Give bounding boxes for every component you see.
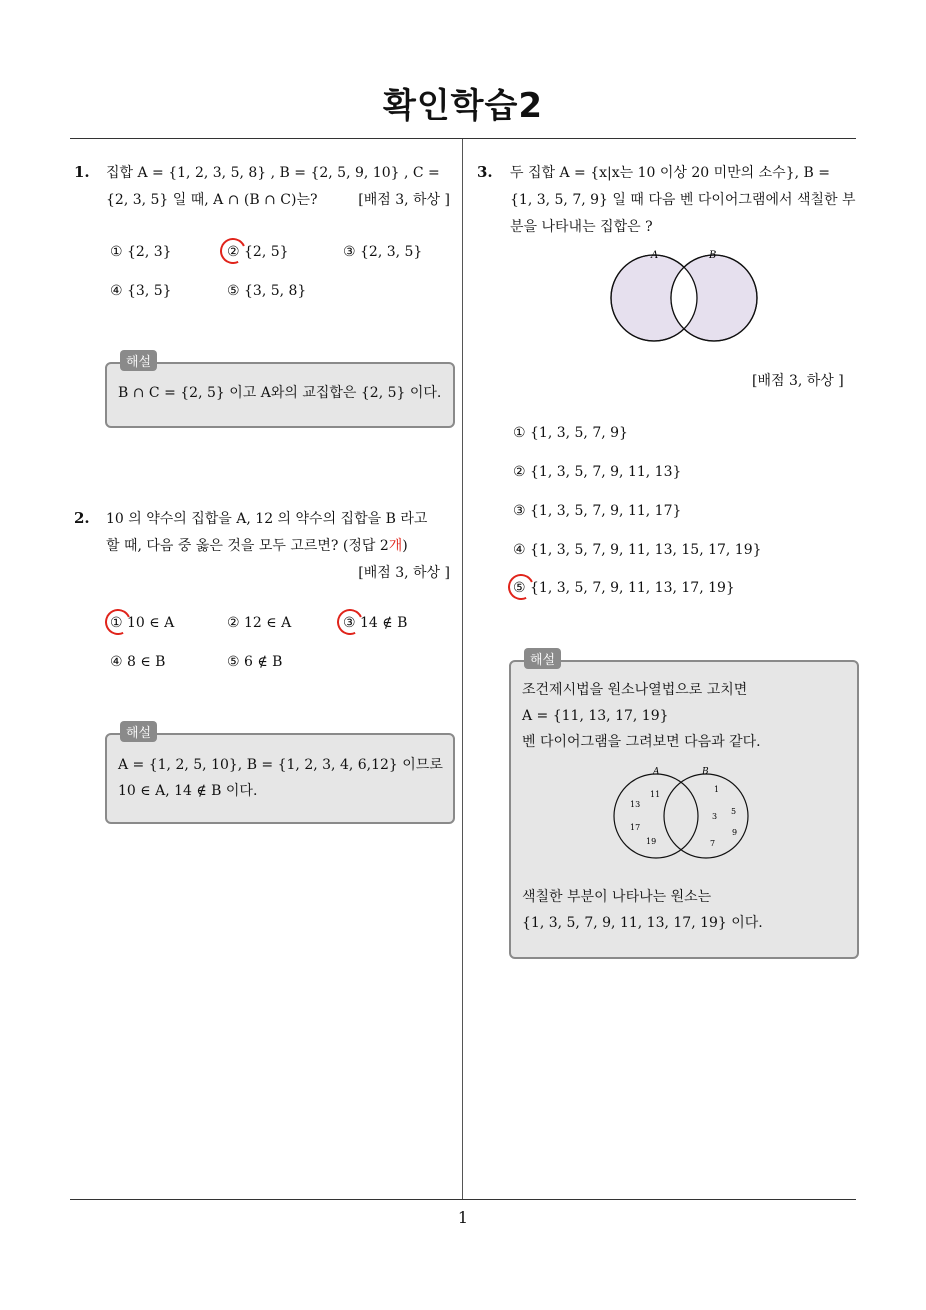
q3-choice-4[interactable]: ④ {1, 3, 5, 7, 9, 11, 13, 15, 17, 19} [513,542,762,558]
q1-text-line1: 집합 A = {1, 2, 3, 5, 8} , B = {2, 5, 9, 10} , C = [106,165,440,181]
q1-answer-mark [216,234,249,267]
q2-choice-3[interactable]: ③ 14 ∉ B [343,615,408,631]
page-title: 확인학습2 [382,86,544,126]
q3-explanation-line3: 벤 다이어그램을 그려보면 다음과 같다. [522,734,761,750]
q3-explanation-line1: 조건제시법을 원소나열법으로 고치면 [522,682,748,698]
q1-choice-5[interactable]: ⑤ {3, 5, 8} [227,283,307,299]
q3-score: [배점 3, 하상 ] [752,373,844,389]
q2-text-line2 [106,533,456,560]
column-divider [462,139,463,1199]
q1-choice-4[interactable]: ④ {3, 5} [110,283,172,299]
q3-venn-diagram [604,248,764,348]
q1-text-line2 [106,187,456,214]
venn2-label-b: B [702,767,709,777]
q3-number: 3. [477,163,493,181]
header-rule [70,138,856,139]
q3-text-line3: 분을 나타내는 집합은 ? [510,219,653,235]
venn2-label-a: A [653,767,660,777]
q2-text [106,506,456,587]
q3-choice-1[interactable]: ① {1, 3, 5, 7, 9} [513,425,628,441]
q1-score: [배점 3, 하상 ] [358,192,450,208]
venn2-item-1: 1 [714,785,720,794]
venn2-item-9: 9 [732,828,738,837]
q2-number: 2. [74,509,90,527]
q3-text-line2: {1, 3, 5, 7, 9} 일 때 다음 벤 다이어그램에서 색칠한 부 [510,192,856,208]
q3-explanation-venn [610,764,756,864]
q2-choice-5[interactable]: ⑤ 6 ∉ B [227,654,283,670]
q3-explanation-line5: {1, 3, 5, 7, 9, 11, 13, 17, 19} 이다. [522,915,763,931]
q3-explanation-tag: 해설 [524,648,561,669]
q2-explanation-line1: A = {1, 2, 5, 10}, B = {1, 2, 3, 4, 6,12} 이므로 [118,757,443,773]
q2-text-count: 개 [388,538,403,554]
q1-choice-1[interactable]: ① {2, 3} [110,244,172,260]
venn2-item-7: 7 [710,839,716,848]
q3-choice-3[interactable]: ③ {1, 3, 5, 7, 9, 11, 17} [513,503,682,519]
q2-choice-2[interactable]: ② 12 ∈ A [227,615,292,631]
q2-choice-1[interactable]: ① 10 ∈ A [110,615,175,631]
q1-text [106,160,456,214]
venn2-item-5: 5 [731,807,737,816]
q3-text [510,160,858,241]
venn2-item-3: 3 [712,812,718,821]
q1-explanation-tag: 해설 [120,350,157,371]
q2-choice-4[interactable]: ④ 8 ∈ B [110,654,166,670]
q2-text-line2-b: ) [402,538,408,554]
q2-score: [배점 3, 하상 ] [358,565,450,581]
q1-explanation-text: B ∩ C = {2, 5} 이고 A와의 교집합은 {2, 5} 이다. [118,385,442,401]
venn2-item-13: 13 [630,800,641,809]
venn2-item-11: 11 [650,790,661,799]
q1-number: 1. [74,163,90,181]
q1-text-line2-question: {2, 3, 5} 일 때, A ∩ (B ∩ C)는? [106,192,318,208]
page-number: 1 [457,1208,469,1227]
venn2-item-19: 19 [646,837,657,846]
venn2-circle-b [664,774,748,858]
venn-label-b: B [709,250,717,261]
q2-explanation-text [118,752,448,804]
q3-choice-5[interactable]: ⑤ {1, 3, 5, 7, 9, 11, 13, 17, 19} [513,580,735,596]
q2-text-line2-a: 할 때, 다음 중 옳은 것을 모두 고르면? (정답 2 [106,538,389,554]
q2-answer-mark-1 [101,605,134,638]
venn-label-a: A [651,250,659,261]
q3-choice-2[interactable]: ② {1, 3, 5, 7, 9, 11, 13} [513,464,682,480]
q1-choice-3[interactable]: ③ {2, 3, 5} [343,244,423,260]
q3-text-line1: 두 집합 A = {x|x는 10 이상 20 미만의 소수}, B = [510,165,830,181]
q2-text-line1: 10 의 약수의 집합을 A, 12 의 약수의 집합을 B 라고 [106,511,428,527]
q3-explanation-line4: 색칠한 부분이 나타나는 원소는 [522,889,712,905]
q3-explanation-text-top [522,677,852,755]
venn2-item-17: 17 [630,823,641,832]
footer-rule [70,1199,856,1200]
q3-explanation-text-bottom [522,884,852,936]
q2-answer-mark-3 [333,605,366,638]
q3-answer-mark [504,570,537,603]
q2-explanation-tag: 해설 [120,721,157,742]
q1-choice-2[interactable]: ② {2, 5} [227,244,289,260]
q2-explanation-line2: 10 ∈ A, 14 ∉ B 이다. [118,783,258,799]
q3-explanation-line2: A = {11, 13, 17, 19} [522,708,669,724]
